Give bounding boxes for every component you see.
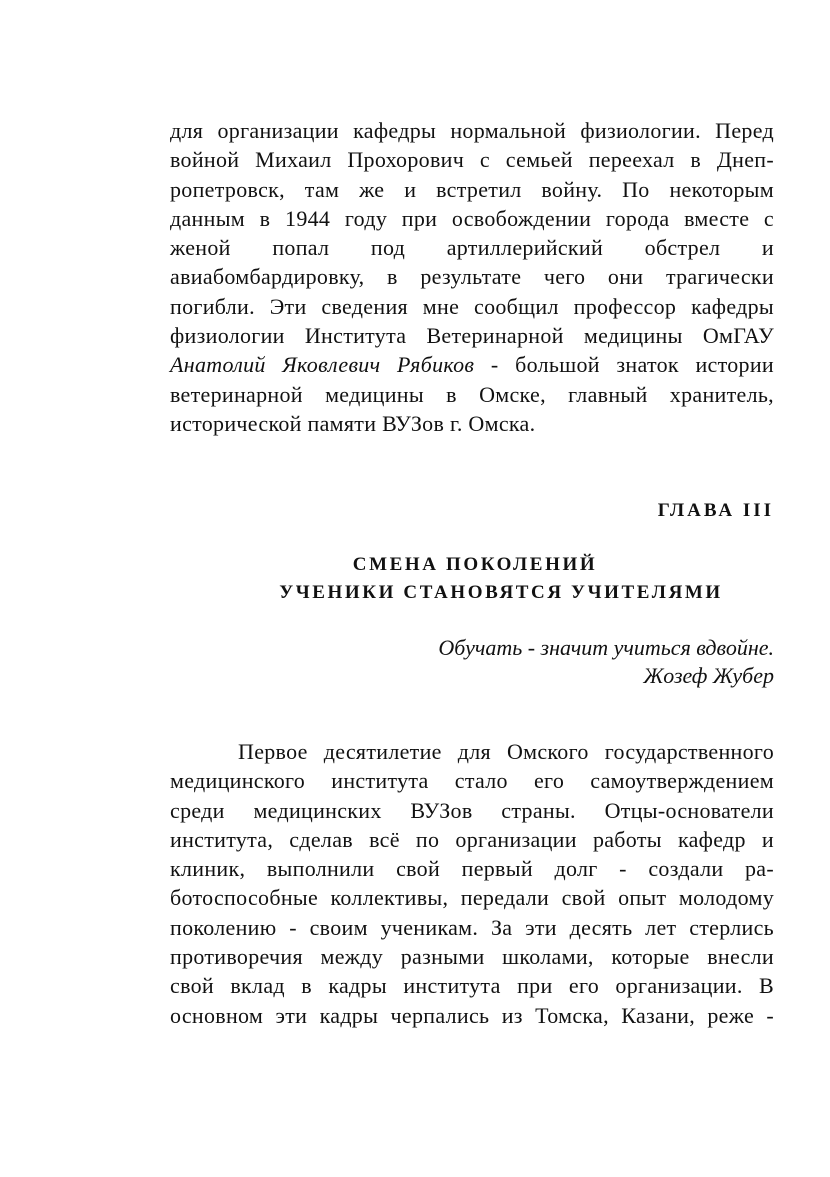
- paragraph-top: [170, 116, 774, 438]
- text-line: физиологии Института Ветеринарной медицины ОмГАУ: [170, 323, 774, 349]
- chapter-title-line-2: УЧЕНИКИ СТАНОВЯТСЯ УЧИТЕЛЯМИ: [279, 582, 723, 603]
- text-line: Первое десятилетие для Омского государственного: [238, 739, 774, 764]
- text-line: данным в 1944 году при освобождении города вместе с: [170, 205, 774, 231]
- epigraph-quote: Обучать - значит учиться вдвойне.: [438, 635, 774, 660]
- paragraph-main: [170, 737, 774, 1030]
- text-line: медицинского института стало его самоутверждением: [170, 768, 774, 794]
- epigraph-author: Жозеф Жубер: [643, 663, 774, 688]
- text-line: свой вклад в кадры института при его организации. В: [170, 973, 774, 999]
- text-line: ветеринарной медицины в Омске, главный хранитель,: [170, 381, 774, 407]
- text-line: ропетровск, там же и встретил войну. По некоторым: [170, 176, 774, 202]
- text-line: ботоспособные коллективы, передали свой опыт молодому: [170, 885, 774, 911]
- text-line: авиабомбардировку, в результате чего они трагически: [170, 264, 774, 290]
- chapter-title-line-1: СМЕНА ПОКОЛЕНИЙ: [352, 554, 598, 575]
- text-line: погибли. Эти сведения мне сообщил профессор кафедры: [170, 293, 774, 319]
- text-line: основном эти кадры черпались из Томска, Казани, реже -: [170, 1002, 774, 1028]
- text-line: для организации кафедры нормальной физиологии. Перед: [170, 118, 774, 143]
- text-line: клиник, выполнили свой первый долг - создали ра-: [170, 856, 774, 882]
- text-line: поколению - своим ученикам. За эти десять лет стерлись: [170, 914, 774, 940]
- text-line: института, сделав всё по организации работы кафедр и: [170, 826, 774, 852]
- text-fragment: - большой знаток истории: [474, 352, 774, 378]
- chapter-label: ГЛАВА III: [657, 500, 774, 521]
- text-line-with-name: [170, 350, 774, 379]
- text-line: среди медицинских ВУЗов страны. Отцы-основатели: [170, 797, 774, 823]
- text-line: женой попал под артиллерийский обстрел и: [170, 235, 774, 261]
- person-name-italic: Анатолий Яковлевич Рябиков: [170, 352, 475, 378]
- text-line: исторической памяти ВУЗов г. Омска.: [170, 410, 536, 436]
- text-line: противоречия между разными школами, которые внесли: [170, 944, 774, 970]
- text-line: войной Михаил Прохорович с семьей переехал в Днеп-: [170, 147, 774, 173]
